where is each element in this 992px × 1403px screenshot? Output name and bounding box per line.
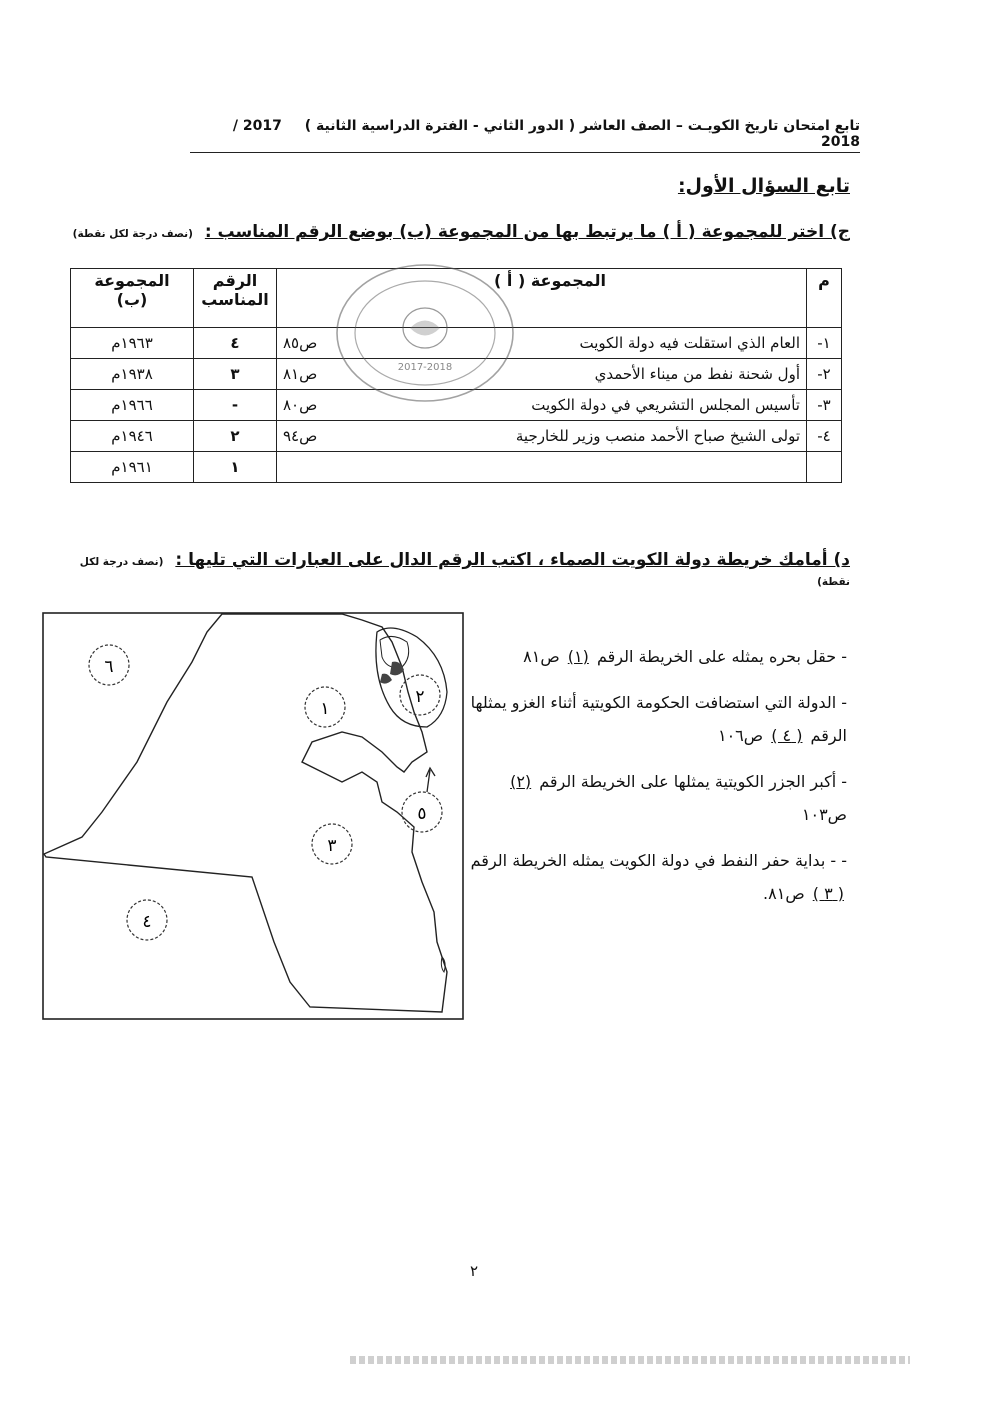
statement-text: - حقل بحره يمثله على الخريطة الرقم [596, 647, 847, 666]
question-c-text: ج) اختر للمجموعة ( أ ) ما يرتبط بها من المجموعة (ب) بوضع الرقم المناسب : [204, 222, 850, 242]
map-label-1: ١ [320, 699, 330, 719]
statement-text: العام الذي استقلت فيه دولة الكويت [579, 334, 800, 352]
map-label-4: ٤ [142, 912, 152, 932]
question-d [50, 550, 850, 590]
statement-page: ص١٠٣ [801, 805, 847, 824]
question-d-note: (نصف درجة لكل نقطة) [79, 556, 850, 588]
statement-answer: (٢) [510, 772, 532, 791]
statement-page: ص٨١ [523, 647, 560, 666]
question-d-text: د) أمامك خريطة دولة الكويت الصماء ، اكتب الرقم الدال على العبارات التي تليها : [175, 550, 850, 570]
row-index: ٤- [807, 421, 842, 452]
statement-item [467, 640, 847, 673]
row-index: ٢- [807, 359, 842, 390]
exam-title: تابع امتحان تاريخ الكويـت – الصف العاشر ( الدور الثاني - الفترة الدراسية الثانية ) [304, 118, 860, 134]
statement-item [467, 844, 847, 910]
question-c [60, 222, 850, 242]
statement-answer: ( ٤ ) [771, 726, 803, 745]
row-statement [277, 452, 807, 483]
map-label-2: ٢ [415, 687, 425, 707]
row-group-b: ١٩٦٦م [71, 390, 194, 421]
section-title: تابع السؤال الأول: [677, 175, 850, 197]
statement-text: أول شحنة نفط من ميناء الأحمدي [594, 365, 800, 383]
statements-list [467, 640, 847, 923]
row-number: ٤ [194, 328, 277, 359]
row-group-b: ١٩٦٣م [71, 328, 194, 359]
statement-item [467, 686, 847, 752]
statement-text: - أكبر الجزر الكويتية يمثلها على الخريطة الرقم [539, 772, 847, 791]
header-number: الرقم المناسب [194, 269, 277, 328]
statement-text: - الدولة التي استضافت الحكومة الكويتية أثناء الغزو يمثلها الرقم [470, 693, 847, 745]
row-number: ١ [194, 452, 277, 483]
header-m: م [807, 269, 842, 328]
map-label-5: ٥ [417, 804, 427, 824]
header-group-b: المجموعة (ب) [71, 269, 194, 328]
row-index [807, 452, 842, 483]
statement-item [467, 765, 847, 831]
footer-scan-artifact [350, 1356, 910, 1364]
page-ref: ص٩٤ [283, 427, 318, 445]
exam-year: 2017 / 2018 [232, 118, 860, 150]
row-number: - [194, 390, 277, 421]
page-ref: ص٨٥ [283, 334, 318, 352]
map-label-3: ٣ [327, 836, 337, 856]
table-row [71, 421, 842, 452]
statement-answer: (١) [567, 647, 589, 666]
row-statement [277, 421, 807, 452]
kuwait-blank-map [42, 612, 464, 1020]
official-stamp [330, 258, 520, 408]
table-row [71, 452, 842, 483]
statement-text: تولى الشيخ صباح الأحمد منصب وزير للخارجية [515, 427, 800, 445]
statement-page: ص٨١. [763, 884, 805, 903]
exam-header [190, 118, 860, 153]
statement-page: ص١٠٦ [717, 726, 764, 745]
row-index: ١- [807, 328, 842, 359]
stamp-year: 2017-2018 [397, 362, 453, 373]
row-number: ٢ [194, 421, 277, 452]
statement-answer: ( ٣ ) [812, 884, 844, 903]
statement-text: تأسيس المجلس التشريعي في دولة الكويت [531, 396, 800, 414]
row-group-b: ١٩٦١م [71, 452, 194, 483]
map-label-6: ٦ [104, 657, 114, 677]
page-number: ٢ [470, 1262, 479, 1280]
row-group-b: ١٩٤٦م [71, 421, 194, 452]
header-group-a: المجموعة ( أ ) [277, 269, 807, 328]
row-number: ٣ [194, 359, 277, 390]
question-c-note: (نصف درجة لكل نقطة) [72, 228, 193, 240]
row-group-b: ١٩٣٨م [71, 359, 194, 390]
row-index: ٣- [807, 390, 842, 421]
statement-text: - - بداية حفر النفط في دولة الكويت يمثله الخريطة الرقم [470, 851, 847, 870]
page-ref: ص٨١ [283, 365, 318, 383]
page-ref: ص٨٠ [283, 396, 318, 414]
